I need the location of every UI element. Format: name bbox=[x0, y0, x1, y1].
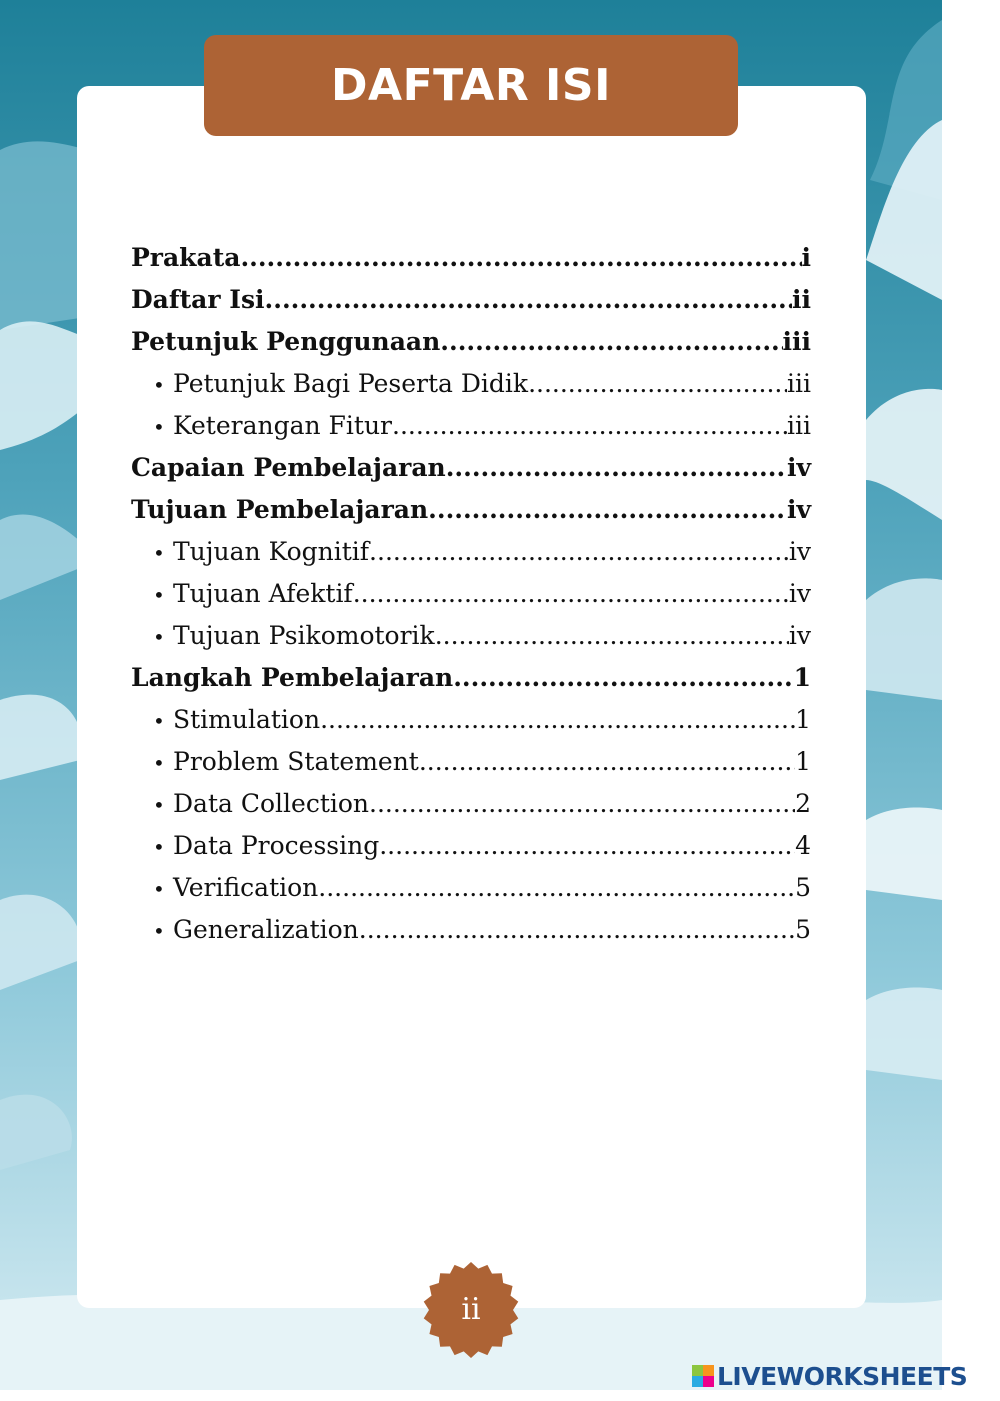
toc-entry-label: Capaian Pembelajaran bbox=[131, 453, 446, 482]
bullet-icon: • bbox=[153, 709, 165, 733]
logo-square bbox=[703, 1376, 714, 1387]
toc-entry-label: Tujuan Psikomotorik bbox=[173, 621, 435, 650]
page-number: ii bbox=[461, 1292, 481, 1327]
toc-entry-label: Stimulation bbox=[173, 705, 321, 734]
toc-entry-page: 1 bbox=[795, 705, 811, 734]
toc-entry-page: 5 bbox=[795, 873, 811, 902]
toc-entry-page: i bbox=[801, 243, 811, 272]
dot-leader bbox=[419, 741, 795, 783]
toc-entry-label: Petunjuk Penggunaan bbox=[131, 327, 441, 356]
dot-leader bbox=[528, 363, 787, 405]
dot-leader bbox=[353, 573, 789, 615]
dot-leader bbox=[446, 447, 787, 489]
toc-entry-label: Verification bbox=[173, 873, 319, 902]
brand-watermark[interactable] bbox=[692, 1360, 967, 1392]
dot-leader bbox=[392, 405, 787, 447]
toc-entry-page: iv bbox=[788, 579, 811, 608]
toc-entry-page: 1 bbox=[793, 663, 811, 692]
dot-leader bbox=[369, 783, 795, 825]
toc-entry[interactable] bbox=[131, 321, 811, 363]
toc-entry[interactable] bbox=[131, 489, 811, 531]
toc-subentry[interactable] bbox=[131, 699, 811, 741]
toc-entry-label: Prakata bbox=[131, 243, 241, 272]
dot-leader bbox=[379, 825, 795, 867]
logo-square bbox=[692, 1365, 703, 1376]
toc-subentry[interactable] bbox=[131, 573, 811, 615]
toc-entry-label: Petunjuk Bagi Peserta Didik bbox=[173, 369, 529, 398]
bullet-icon: • bbox=[153, 919, 165, 943]
toc-entry-page: 5 bbox=[795, 915, 811, 944]
bullet-icon: • bbox=[153, 415, 165, 439]
dot-leader bbox=[359, 909, 795, 951]
toc-subentry[interactable] bbox=[131, 867, 811, 909]
toc-entry-page: iv bbox=[786, 495, 811, 524]
toc-entry-page: iii bbox=[787, 411, 811, 440]
logo-square bbox=[703, 1365, 714, 1376]
toc-subentry[interactable] bbox=[131, 531, 811, 573]
toc-entry-page: 1 bbox=[795, 747, 811, 776]
toc-subentry[interactable] bbox=[131, 615, 811, 657]
logo-square bbox=[692, 1376, 703, 1387]
bullet-icon: • bbox=[153, 373, 165, 397]
toc-entry-page: iii bbox=[787, 369, 811, 398]
bullet-icon: • bbox=[153, 541, 165, 565]
toc-entry[interactable] bbox=[131, 279, 811, 321]
dot-leader bbox=[435, 615, 789, 657]
toc-entry-label: Data Processing bbox=[173, 831, 380, 860]
dot-leader bbox=[453, 657, 793, 699]
dot-leader bbox=[369, 531, 789, 573]
liveworksheets-logo-icon bbox=[692, 1365, 714, 1387]
dot-leader bbox=[318, 867, 795, 909]
toc-entry-page: iii bbox=[782, 327, 811, 356]
toc-entry-page: iv bbox=[788, 537, 811, 566]
toc-entry-page: ii bbox=[792, 285, 811, 314]
dot-leader bbox=[320, 699, 795, 741]
toc-entry-label: Problem Statement bbox=[173, 747, 419, 776]
toc-entry-page: 2 bbox=[795, 789, 811, 818]
bullet-icon: • bbox=[153, 583, 165, 607]
dot-leader bbox=[240, 237, 801, 279]
toc-entry-label: Generalization bbox=[173, 915, 359, 944]
dot-leader bbox=[265, 279, 792, 321]
toc-entry-label: Tujuan Pembelajaran bbox=[131, 495, 429, 524]
toc-entry-label: Daftar Isi bbox=[131, 285, 265, 314]
bullet-icon: • bbox=[153, 793, 165, 817]
toc-entry-label: Langkah Pembelajaran bbox=[131, 663, 454, 692]
toc-entry[interactable] bbox=[131, 447, 811, 489]
toc-entry-label: Tujuan Afektif bbox=[173, 579, 353, 608]
toc-entry-label: Keterangan Fitur bbox=[173, 411, 392, 440]
table-of-contents bbox=[131, 237, 811, 951]
toc-entry-page: iv bbox=[786, 453, 811, 482]
dot-leader bbox=[428, 489, 787, 531]
bullet-icon: • bbox=[153, 835, 165, 859]
toc-entry[interactable] bbox=[131, 657, 811, 699]
toc-subentry[interactable] bbox=[131, 825, 811, 867]
dot-leader bbox=[440, 321, 782, 363]
toc-subentry[interactable] bbox=[131, 405, 811, 447]
toc-subentry[interactable] bbox=[131, 363, 811, 405]
page-title: DAFTAR ISI bbox=[331, 60, 611, 111]
toc-subentry[interactable] bbox=[131, 783, 811, 825]
toc-subentry[interactable] bbox=[131, 909, 811, 951]
toc-entry-label: Tujuan Kognitif bbox=[173, 537, 370, 566]
title-banner bbox=[204, 35, 738, 136]
page-number-badge bbox=[423, 1262, 519, 1358]
bullet-icon: • bbox=[153, 877, 165, 901]
toc-entry-label: Data Collection bbox=[173, 789, 370, 818]
toc-subentry[interactable] bbox=[131, 741, 811, 783]
brand-name: LIVEWORKSHEETS bbox=[717, 1361, 968, 1391]
bullet-icon: • bbox=[153, 751, 165, 775]
toc-entry-page: iv bbox=[788, 621, 811, 650]
toc-entry[interactable] bbox=[131, 237, 811, 279]
toc-entry-page: 4 bbox=[795, 831, 811, 860]
bullet-icon: • bbox=[153, 625, 165, 649]
